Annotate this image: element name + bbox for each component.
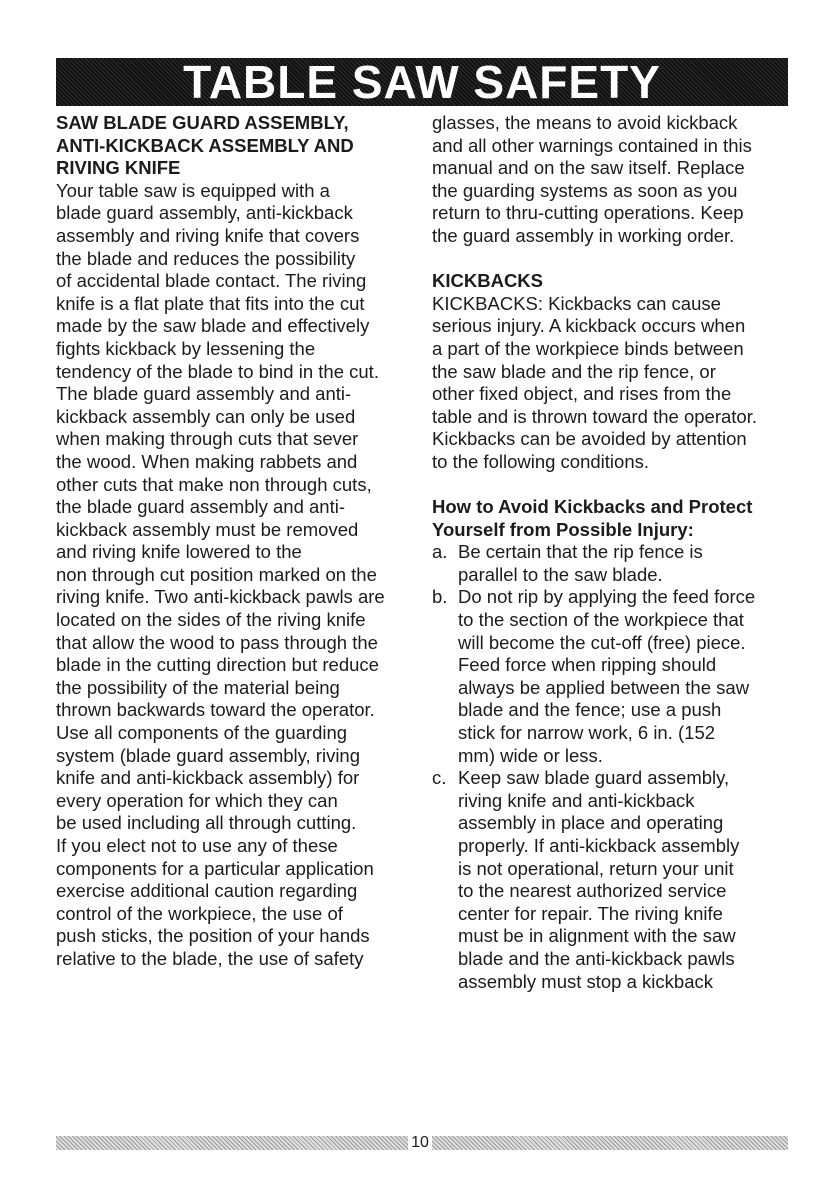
kickbacks-paragraph [432, 293, 792, 474]
right-column [432, 112, 792, 993]
text-line: stick for narrow work, 6 in. (152 [458, 722, 716, 744]
list-item [432, 541, 792, 586]
text-line: control of the workpiece, the use of [56, 902, 343, 924]
text-line: the possibility of the material being [56, 676, 340, 698]
text-line: to the section of the workpiece that [458, 609, 744, 631]
page-title: TABLE SAW SAFETY [183, 56, 661, 108]
text-line: tendency of the blade to bind in the cut. [56, 360, 379, 382]
list-marker: c. [432, 767, 447, 789]
text-line: center for repair. The riving knife [458, 902, 723, 924]
heading-line: RIVING KNIFE [56, 157, 181, 179]
text-line: when making through cuts that sever [56, 428, 359, 450]
text-line: every operation for which they can [56, 789, 338, 811]
section-heading-kickbacks: KICKBACKS [432, 270, 543, 292]
text-line: blade and the anti-kickback pawls [458, 947, 735, 969]
text-line: is not operational, return your unit [458, 857, 734, 879]
text-line: riving knife. Two anti-kickback pawls are [56, 586, 385, 608]
footer-pattern-right [432, 1136, 788, 1150]
heading-line: Yourself from Possible Injury: [432, 518, 694, 540]
text-line: properly. If anti-kickback assembly [458, 835, 740, 856]
text-line: blade and the fence; use a push [458, 699, 722, 721]
list-item [432, 586, 792, 767]
text-line: made by the saw blade and effectively [56, 315, 370, 337]
text-line: to the nearest authorized service [458, 880, 727, 902]
kickback-precautions-list [432, 541, 792, 993]
heading-line: SAW BLADE GUARD ASSEMBLY, [56, 112, 349, 133]
text-line: Do not rip by applying the feed force [458, 586, 756, 608]
text-line: the saw blade and the rip fence, or [432, 360, 716, 382]
text-line: return to thru-cutting operations. Keep [432, 202, 744, 224]
text-line: Kickbacks can be avoided by attention [432, 428, 747, 450]
text-line: a part of the workpiece binds between [432, 337, 744, 359]
text-line: will become the cut-off (free) piece. [458, 631, 746, 653]
text-line: parallel to the saw blade. [458, 563, 663, 585]
text-line: assembly in place and operating [458, 812, 724, 834]
section-heading-avoid-kickbacks [432, 496, 792, 541]
text-line: of accidental blade contact. The riving [56, 270, 367, 292]
guard-assembly-paragraph [56, 180, 406, 971]
text-line: riving knife and anti-kickback [458, 789, 695, 811]
text-line: Keep saw blade guard assembly, [458, 767, 730, 789]
text-line: serious injury. A kickback occurs when [432, 315, 746, 337]
text-line: always be applied between the saw [458, 676, 750, 698]
left-column [56, 112, 406, 971]
text-line: the wood. When making rabbets and [56, 450, 358, 472]
list-item [432, 767, 792, 993]
text-line: blade in the cutting direction but reduce [56, 654, 379, 676]
text-line: manual and on the saw itself. Replace [432, 157, 745, 179]
text-line: The blade guard assembly and anti- [56, 383, 352, 405]
text-line: non through cut position marked on the [56, 563, 377, 585]
heading-line: ANTI-KICKBACK ASSEMBLY AND [56, 134, 354, 156]
text-line: components for a particular application [56, 857, 374, 879]
text-line: thrown backwards toward the operator. [56, 699, 375, 721]
text-line: table and is thrown toward the operator. [432, 405, 757, 427]
text-line: the guarding systems as soon as you [432, 179, 738, 201]
text-line: blade guard assembly, anti-kickback [56, 202, 353, 224]
text-line: that allow the wood to pass through the [56, 631, 378, 653]
text-line: fights kickback by lessening the [56, 337, 316, 359]
text-line: KICKBACKS: Kickbacks can cause [432, 292, 721, 314]
text-line: kickback assembly can only be used [56, 405, 356, 427]
text-line: the blade and reduces the possibility [56, 247, 356, 269]
section-heading-guard-assembly [56, 112, 406, 180]
guard-assembly-continuation [432, 112, 792, 248]
text-line: glasses, the means to avoid kickback [432, 112, 738, 133]
text-line: to the following conditions. [432, 450, 649, 472]
list-marker: b. [432, 586, 448, 608]
list-marker: a. [432, 541, 448, 563]
text-line: push sticks, the position of your hands [56, 925, 370, 947]
footer-pattern-left [56, 1136, 408, 1150]
text-line: Use all components of the guarding [56, 722, 348, 744]
heading-line: How to Avoid Kickbacks and Protect [432, 496, 753, 518]
text-line: exercise additional caution regarding [56, 880, 358, 902]
text-line: Feed force when ripping should [458, 654, 717, 676]
text-line: assembly must stop a kickback [458, 970, 713, 992]
text-line: and all other warnings contained in this [432, 134, 752, 156]
text-line: other cuts that make non through cuts, [56, 473, 372, 495]
text-line: and riving knife lowered to the [56, 541, 302, 563]
text-line: located on the sides of the riving knife [56, 609, 366, 631]
text-line: other fixed object, and rises from the [432, 383, 732, 405]
text-line: kickback assembly must be removed [56, 518, 359, 540]
text-line: assembly and riving knife that covers [56, 224, 360, 246]
text-line: the blade guard assembly and anti- [56, 496, 345, 518]
page-number: 10 [411, 1134, 429, 1151]
text-line: If you elect not to use any of these [56, 835, 338, 856]
text-line: be used including all through cutting. [56, 812, 357, 834]
text-line: relative to the blade, the use of safety [56, 947, 364, 969]
text-line: must be in alignment with the saw [458, 925, 736, 947]
text-line: system (blade guard assembly, riving [56, 744, 361, 766]
text-line: knife is a flat plate that fits into the cut [56, 292, 365, 314]
text-line: the guard assembly in working order. [432, 224, 735, 246]
text-line: mm) wide or less. [458, 744, 603, 766]
text-line: knife and anti-kickback assembly) for [56, 767, 360, 789]
paragraph-spacer [432, 248, 792, 271]
text-line: Your table saw is equipped with a [56, 179, 330, 201]
text-line: Be certain that the rip fence is [458, 541, 703, 563]
paragraph-spacer [432, 474, 792, 497]
title-banner [56, 58, 788, 106]
